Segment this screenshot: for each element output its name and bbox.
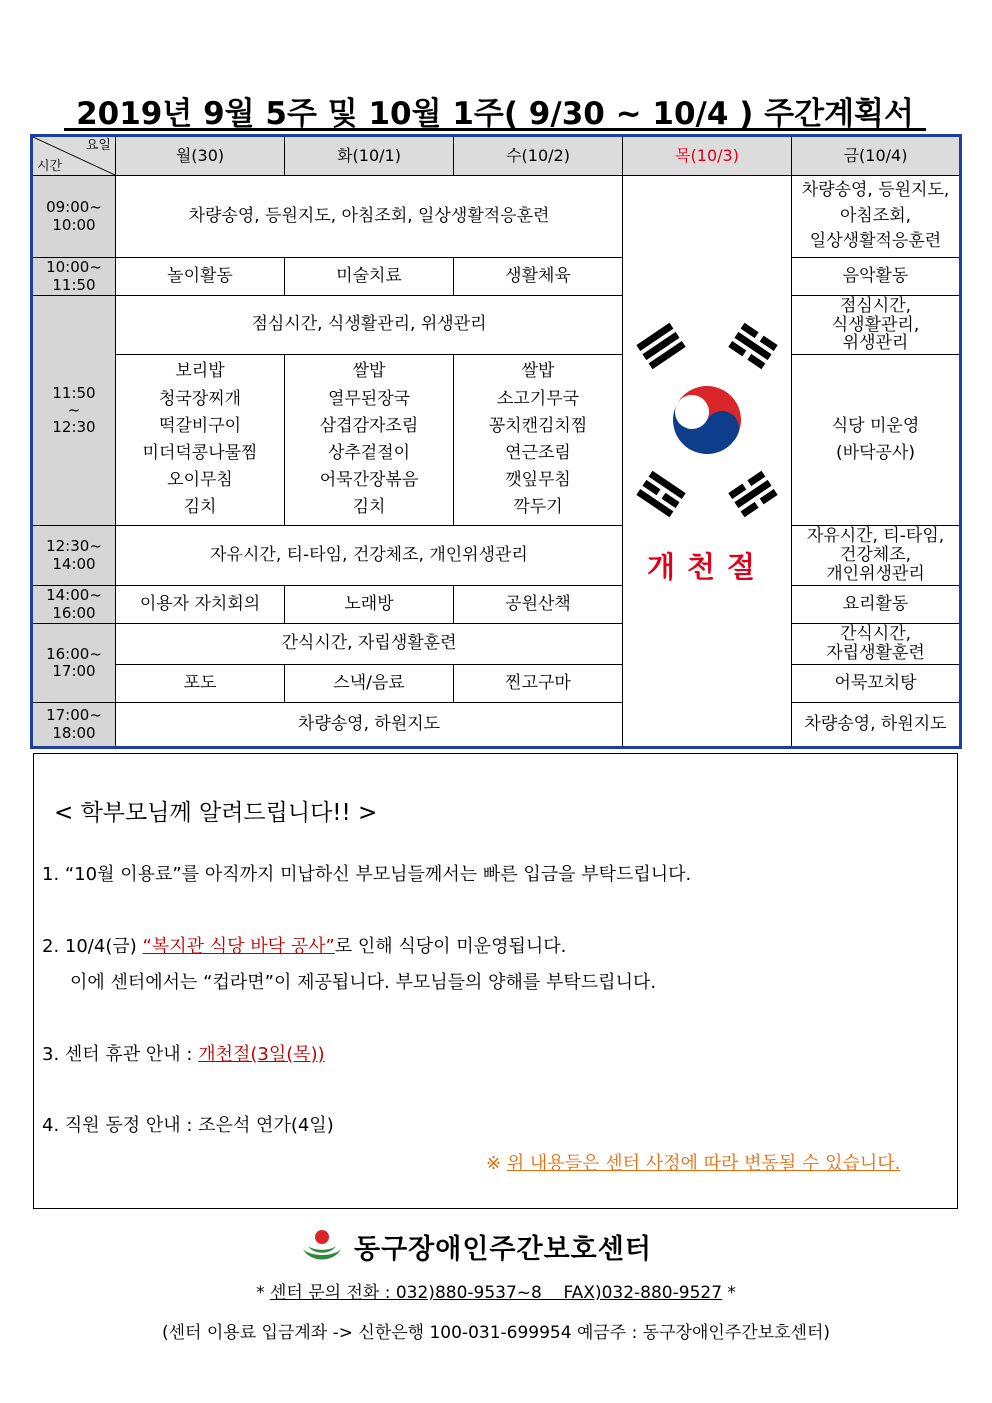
center-name: 동구장애인주간보호센터 <box>354 1233 652 1265</box>
notice-item-3-prefix: 3. 센터 휴관 안내 : <box>42 1044 199 1065</box>
remark-text: 위 내용들은 센터 사정에 따라 변동될 수 있습니다. <box>506 1153 901 1174</box>
remark-mark: ※ <box>486 1153 507 1174</box>
snack-tue: 스낵/음료 <box>285 665 454 703</box>
time-slot: 09:00~ 10:00 <box>32 176 116 258</box>
schedule-cell: 노래방 <box>285 586 454 624</box>
notice-item-2-line2: 이에 센터에서는 “컵라면”이 제공됩니다. 부모님들의 양해를 부탁드립니다. <box>70 972 657 993</box>
schedule-cell-fri: 자유시간, 티-타임, 건강체조, 개인위생관리 <box>792 526 961 586</box>
schedule-cell-fri: 점심시간, 식생활관리, 위생관리 <box>792 296 961 355</box>
time-slot: 11:50 ~ 12:30 <box>32 296 116 526</box>
lunch-menu-wed: 쌀밥 소고기무국 꽁치캔김치찜 연근조림 깻잎무침 깍두기 <box>454 355 623 526</box>
notice-item-2 <box>42 932 566 958</box>
notice-remark <box>486 1149 900 1175</box>
schedule-cell: 공원산책 <box>454 586 623 624</box>
schedule-cell-fri: 음악활동 <box>792 258 961 296</box>
schedule-cell-fri: 요리활동 <box>792 586 961 624</box>
notice-item-1: 1. “10월 이용료”를 아직까지 미납하신 부모님들께서는 빠른 입금을 부탁드립니다. <box>42 864 692 885</box>
notice-item-2-prefix: 2. 10/4(금) <box>42 936 143 957</box>
snack-mon: 포도 <box>116 665 285 703</box>
schedule-cell: 간식시간, 자립생활훈련 <box>116 624 623 665</box>
center-logo-icon <box>300 1227 344 1265</box>
notice-item-2-suffix: 로 인해 식당이 미운영됩니다. <box>334 936 567 957</box>
schedule-cell: 자유시간, 티-타임, 건강체조, 개인위생관리 <box>116 526 623 586</box>
day-header-tue: 화(10/1) <box>285 136 454 176</box>
page-title: 2019년 9월 5주 및 10월 1주( 9/30 ~ 10/4 ) 주간계획서 <box>76 96 914 132</box>
holiday-label: 개천절 <box>646 550 768 584</box>
time-slot: 10:00~ 11:50 <box>32 258 116 296</box>
schedule-cell: 차량송영, 하원지도 <box>116 703 623 748</box>
account-line: (센터 이용료 입금계좌 -> 신한은행 100-031-699954 예금주 : 동구장애인주간보호센터) <box>161 1323 831 1343</box>
corner-header-cell <box>32 136 116 176</box>
corner-day-label: 요일 <box>85 138 111 153</box>
schedule-cell: 이용자 자치회의 <box>116 586 285 624</box>
title-underline <box>64 128 926 131</box>
schedule-cell-fri: 차량송영, 등원지도, 아침조회, 일상생활적응훈련 <box>792 176 961 258</box>
contact-text: 센터 문의 전화 : 032)880-9537~8 FAX)032-880-9527 <box>269 1283 723 1303</box>
schedule-cell-fri: 간식시간, 자립생활훈련 <box>792 624 961 665</box>
day-header-mon: 월(30) <box>116 136 285 176</box>
time-slot: 16:00~ 17:00 <box>32 624 116 703</box>
day-header-wed: 수(10/2) <box>454 136 623 176</box>
lunch-menu-tue: 쌀밥 열무된장국 삼겹감자조림 상추겉절이 어묵간장볶음 김치 <box>285 355 454 526</box>
contact-suffix: * <box>722 1283 736 1303</box>
snack-wed: 찐고구마 <box>454 665 623 703</box>
notice-item-3 <box>42 1040 325 1066</box>
schedule-cell: 차량송영, 등원지도, 아침조회, 일상생활적응훈련 <box>116 176 623 258</box>
day-header-thu <box>623 136 792 176</box>
notice-item-4: 4. 직원 동정 안내 : 조은석 연가(4일) <box>42 1115 334 1136</box>
corner-time-label: 시간 <box>37 159 63 174</box>
lunch-menu-fri: 식당 미운영 (바닥공사) <box>792 355 961 526</box>
schedule-cell-fri: 차량송영, 하원지도 <box>792 703 961 748</box>
schedule-cell: 놀이활동 <box>116 258 285 296</box>
weekly-schedule-table <box>30 134 962 749</box>
center-logo <box>300 1226 652 1266</box>
lunch-menu-mon: 보리밥 청국장찌개 떡갈비구이 미더덕콩나물찜 오이무침 김치 <box>116 355 285 526</box>
notice-heading: < 학부모님께 알려드립니다!! > <box>54 800 378 826</box>
time-slot: 14:00~ 16:00 <box>32 586 116 624</box>
holiday-cell <box>623 176 792 748</box>
taegukgi-icon <box>635 304 779 534</box>
day-header-thu-label: 목(10/3) <box>675 146 739 165</box>
contact-prefix: * <box>256 1283 270 1303</box>
day-header-fri: 금(10/4) <box>792 136 961 176</box>
notice-item-2-highlight: “복지관 식당 바닥 공사” <box>142 936 335 957</box>
notice-item-3-highlight: 개천절(3일(목)) <box>198 1044 325 1065</box>
notice-box <box>33 753 958 1209</box>
time-slot: 17:00~ 18:00 <box>32 703 116 748</box>
time-slot: 12:30~ 14:00 <box>32 526 116 586</box>
contact-line <box>0 1278 992 1303</box>
snack-fri: 어묵꼬치탕 <box>792 665 961 703</box>
schedule-cell: 미술치료 <box>285 258 454 296</box>
schedule-cell: 점심시간, 식생활관리, 위생관리 <box>116 296 623 355</box>
schedule-cell: 생활체육 <box>454 258 623 296</box>
